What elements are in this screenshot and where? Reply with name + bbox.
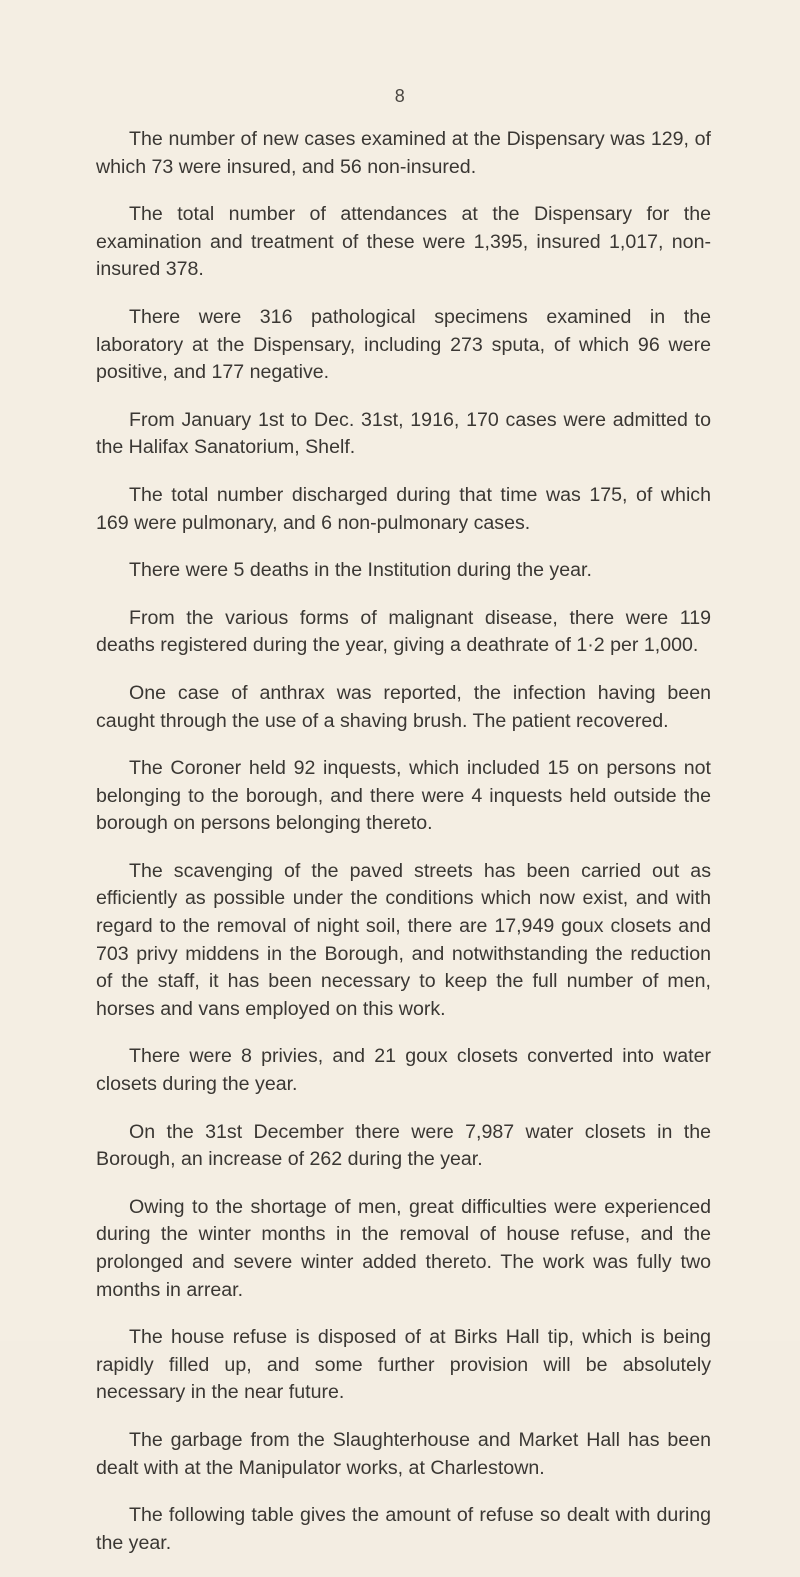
- paragraph-malignant-disease: From the various forms of malignant disease, there were 119 deaths registered during the year, giving a deathrate of 1·2 per 1,000.: [96, 606, 711, 657]
- body-text: [96, 126, 711, 1577]
- paragraph-coroner-inquests: The Coroner held 92 inquests, which included 15 on persons not belonging to the borough, and there were 4 inquests held outside the borough on persons belonging thereto.: [96, 757, 711, 835]
- paragraph-sanatorium-discharges: The total number discharged during that time was 175, of which 169 were pulmonary, and 6 non-pulmonary cases.: [96, 483, 711, 534]
- paragraph-dispensary-attendances: The total number of attendances at the Dispensary for the examination and treatment of these were 1,395, insured 1,017, non-insured 378.: [96, 203, 711, 281]
- paragraph-institution-deaths: There were 5 deaths in the Institution during the year.: [129, 559, 592, 582]
- paragraph-privies-converted: There were 8 privies, and 21 goux closets converted into water closets during the year.: [96, 1045, 711, 1096]
- page-number: 8: [394, 86, 406, 106]
- paragraph-scavenging: The scavenging of the paved streets has been carried out as efficiently as possible under the conditions which now exist, and with regard to the removal of night soil, there are 17,949 goux closets and 703 privy middens in the Borough, and notwithstanding the reduction of the staff, it has been necessary to keep the full number of men, horses and vans employed on this work.: [96, 859, 711, 1020]
- paragraph-garbage-manipulator: The garbage from the Slaughterhouse and Market Hall has been dealt with at the Manipulator works, at Charlestown.: [96, 1428, 711, 1479]
- paragraph-pathological-specimens: There were 316 pathological specimens examined in the laboratory at the Dispensary, including 273 sputa, of which 96 were positive, and 177 negative.: [96, 305, 711, 384]
- paragraph-sanatorium-admissions: From January 1st to Dec. 31st, 1916, 170 cases were admitted to the Halifax Sanatorium, Shelf.: [96, 408, 711, 459]
- paragraph-house-refuse-removal: Owing to the shortage of men, great difficulties were experienced during the winter months in the removal of house refuse, and the prolonged and severe winter added thereto. The work was fully two months in arrear.: [96, 1195, 711, 1301]
- paragraph-following-table: The following table gives the amount of refuse so dealt with during the year.: [96, 1504, 711, 1554]
- paragraph-dispensary-new-cases: The number of new cases examined at the Dispensary was 129, of which 73 were insured, and 56 non-insured.: [96, 128, 711, 178]
- paragraph-anthrax: One case of anthrax was reported, the infection having been caught through the use of a shaving brush. The patient recovered.: [96, 681, 711, 732]
- paragraph-birks-hall-tip: The house refuse is disposed of at Birks Hall tip, which is being rapidly filled up, and some further provision will be absolutely necessary in the near future.: [96, 1326, 711, 1404]
- paragraph-water-closets: On the 31st December there were 7,987 water closets in the Borough, an increase of 262 during the year.: [96, 1120, 711, 1171]
